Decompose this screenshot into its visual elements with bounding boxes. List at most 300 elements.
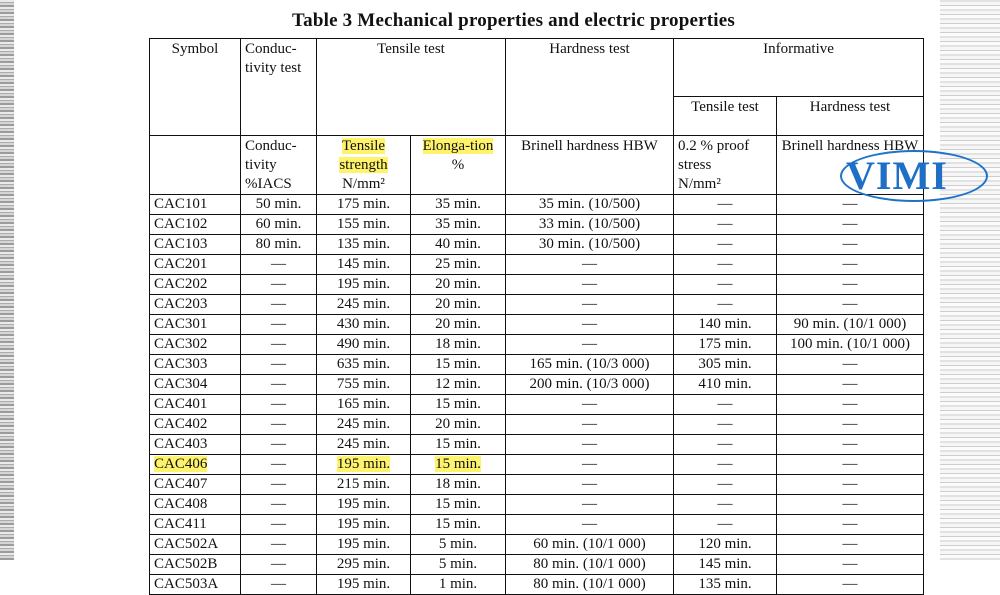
- cell-hardness: [506, 515, 674, 535]
- table-row: [150, 315, 924, 335]
- cell-symbol: [150, 555, 241, 575]
- cell-hardness: [506, 235, 674, 255]
- table-row: [150, 275, 924, 295]
- cell-proof: [674, 495, 777, 515]
- cell-elongation: [411, 415, 506, 435]
- cell-proof-text: —: [717, 496, 733, 512]
- cell-hardness: [506, 415, 674, 435]
- header-elongation-unit: %: [451, 157, 465, 173]
- cell-hardness-info-text: —: [842, 256, 858, 272]
- cell-hardness-info: [777, 255, 924, 275]
- cell-tensile: [317, 495, 411, 515]
- table-row: [150, 495, 924, 515]
- cell-hardness-text: —: [582, 396, 597, 412]
- table-row: [150, 215, 924, 235]
- cell-elongation: [411, 495, 506, 515]
- cell-conductivity: [241, 375, 317, 395]
- cell-elongation: [411, 335, 506, 355]
- cell-hardness: [506, 535, 674, 555]
- cell-proof-text: —: [717, 276, 733, 292]
- cell-hardness-info-text: —: [842, 516, 858, 532]
- cell-proof: [674, 555, 777, 575]
- cell-proof-text: —: [717, 516, 733, 532]
- cell-hardness: [506, 555, 674, 575]
- cell-hardness-info: [777, 275, 924, 295]
- cell-symbol: [150, 215, 241, 235]
- cell-hardness-info: [777, 555, 924, 575]
- header-informative-tensile: Tensile test: [674, 97, 777, 136]
- cell-hardness-text: —: [582, 416, 597, 432]
- cell-hardness-info: [777, 435, 924, 455]
- cell-tensile: [317, 575, 411, 595]
- cell-hardness-info-text: —: [842, 376, 858, 392]
- table-row: [150, 235, 924, 255]
- cell-hardness: [506, 475, 674, 495]
- cell-elongation-text: 20 min.: [435, 276, 481, 292]
- cell-conductivity: [241, 515, 317, 535]
- cell-proof-text: —: [717, 396, 733, 412]
- cell-conductivity-text: —: [271, 436, 286, 452]
- cell-hardness: [506, 275, 674, 295]
- cell-tensile-text: 145 min.: [336, 256, 391, 272]
- cell-symbol: [150, 455, 241, 475]
- header-brinell: Brinell hardness HBW: [506, 136, 674, 195]
- cell-tensile: [317, 415, 411, 435]
- table-row: [150, 515, 924, 535]
- cell-hardness-info: [777, 335, 924, 355]
- cell-tensile: [317, 295, 411, 315]
- vimi-stamp: VIMI: [846, 153, 948, 198]
- cell-symbol-text: CAC403: [154, 436, 208, 452]
- cell-tensile: [317, 255, 411, 275]
- cell-symbol-text: CAC203: [154, 296, 208, 312]
- cell-elongation-text: 1 min.: [438, 576, 478, 592]
- cell-conductivity-text: —: [271, 376, 286, 392]
- table-row: [150, 195, 924, 215]
- cell-tensile-text: 175 min.: [336, 196, 391, 212]
- cell-elongation: [411, 195, 506, 215]
- cell-conductivity: [241, 355, 317, 375]
- cell-conductivity-text: —: [271, 336, 286, 352]
- table-row: [150, 575, 924, 595]
- cell-conductivity-text: 80 min.: [255, 236, 302, 252]
- cell-proof: [674, 255, 777, 275]
- header-tensile-test: Tensile test: [317, 39, 506, 136]
- cell-symbol: [150, 295, 241, 315]
- cell-hardness-text: —: [582, 276, 597, 292]
- cell-elongation-text: 15 min.: [435, 516, 481, 532]
- cell-symbol-text: CAC407: [154, 476, 208, 492]
- scan-edge-left: [0, 0, 14, 560]
- cell-elongation: [411, 355, 506, 375]
- cell-conductivity: [241, 315, 317, 335]
- cell-tensile: [317, 555, 411, 575]
- cell-elongation-text: 15 min.: [435, 356, 481, 372]
- cell-hardness-info: [777, 535, 924, 555]
- table-row: [150, 555, 924, 575]
- cell-proof-text: 410 min.: [698, 376, 752, 392]
- cell-hardness-info-text: 100 min. (10/1 000): [790, 336, 910, 352]
- cell-conductivity: [241, 455, 317, 475]
- table-row: [150, 295, 924, 315]
- cell-hardness-info-text: —: [842, 456, 858, 472]
- cell-proof-text: 145 min.: [698, 556, 752, 572]
- header-symbol-blank: [150, 136, 241, 195]
- cell-proof: [674, 295, 777, 315]
- header-proof-stress-label: 0.2 % proof stress: [678, 138, 750, 173]
- cell-proof-text: —: [717, 416, 733, 432]
- cell-conductivity: [241, 395, 317, 415]
- cell-elongation-text: 15 min.: [435, 456, 481, 472]
- cell-hardness-info: [777, 515, 924, 535]
- cell-proof: [674, 535, 777, 555]
- cell-tensile-text: 295 min.: [336, 556, 391, 572]
- cell-elongation: [411, 555, 506, 575]
- cell-hardness: [506, 295, 674, 315]
- cell-hardness-info-text: —: [842, 236, 858, 252]
- cell-hardness: [506, 435, 674, 455]
- cell-proof: [674, 515, 777, 535]
- cell-elongation: [411, 255, 506, 275]
- cell-hardness-info-text: —: [842, 216, 858, 232]
- cell-symbol: [150, 195, 241, 215]
- cell-tensile-text: 490 min.: [336, 336, 391, 352]
- table-title: Table 3 Mechanical properties and electric properties: [292, 10, 735, 31]
- cell-hardness: [506, 455, 674, 475]
- cell-proof-text: 175 min.: [698, 336, 752, 352]
- cell-hardness-text: —: [582, 476, 597, 492]
- cell-conductivity: [241, 575, 317, 595]
- cell-elongation: [411, 535, 506, 555]
- cell-elongation-text: 12 min.: [435, 376, 481, 392]
- cell-hardness-text: 200 min. (10/3 000): [529, 376, 650, 392]
- cell-hardness: [506, 335, 674, 355]
- cell-tensile-text: 135 min.: [336, 236, 391, 252]
- cell-conductivity-text: —: [271, 416, 286, 432]
- cell-elongation: [411, 275, 506, 295]
- cell-conductivity: [241, 495, 317, 515]
- cell-symbol: [150, 275, 241, 295]
- cell-elongation-text: 20 min.: [435, 416, 481, 432]
- table-row: [150, 375, 924, 395]
- cell-tensile-text: 195 min.: [336, 536, 391, 552]
- cell-elongation: [411, 235, 506, 255]
- header-informative-hardness: Hardness test: [777, 97, 924, 136]
- cell-symbol-text: CAC406: [154, 456, 208, 472]
- cell-hardness-info-text: —: [842, 576, 858, 592]
- cell-proof: [674, 475, 777, 495]
- cell-hardness-info: [777, 415, 924, 435]
- cell-conductivity: [241, 275, 317, 295]
- cell-conductivity: [241, 555, 317, 575]
- cell-proof: [674, 375, 777, 395]
- cell-tensile: [317, 475, 411, 495]
- cell-symbol: [150, 315, 241, 335]
- cell-proof-text: 140 min.: [698, 316, 752, 332]
- cell-hardness-info-text: —: [842, 356, 858, 372]
- cell-symbol-text: CAC102: [154, 216, 208, 232]
- cell-tensile: [317, 535, 411, 555]
- cell-conductivity: [241, 415, 317, 435]
- cell-conductivity-text: —: [271, 456, 286, 472]
- cell-elongation-text: 35 min.: [435, 216, 481, 232]
- cell-hardness-info: [777, 215, 924, 235]
- scan-edge-right: [940, 0, 1000, 560]
- cell-hardness-info: [777, 355, 924, 375]
- cell-hardness-info: [777, 235, 924, 255]
- cell-hardness-info-text: —: [842, 436, 858, 452]
- cell-tensile-text: 430 min.: [336, 316, 391, 332]
- cell-symbol-text: CAC402: [154, 416, 208, 432]
- cell-symbol: [150, 435, 241, 455]
- table-row: [150, 255, 924, 275]
- cell-hardness-info: [777, 375, 924, 395]
- cell-proof-text: —: [717, 476, 733, 492]
- cell-hardness-text: —: [582, 456, 597, 472]
- cell-hardness-info-text: —: [842, 296, 858, 312]
- cell-conductivity: [241, 295, 317, 315]
- cell-proof-text: 120 min.: [698, 536, 752, 552]
- cell-hardness-info: [777, 315, 924, 335]
- cell-proof-text: —: [717, 216, 733, 232]
- cell-conductivity-text: —: [271, 576, 286, 592]
- cell-tensile: [317, 215, 411, 235]
- cell-elongation: [411, 455, 506, 475]
- cell-proof-text: —: [717, 256, 733, 272]
- cell-conductivity: [241, 215, 317, 235]
- cell-conductivity: [241, 335, 317, 355]
- cell-conductivity-text: —: [271, 476, 286, 492]
- cell-tensile: [317, 195, 411, 215]
- cell-hardness: [506, 395, 674, 415]
- header-tensile-strength: [317, 136, 411, 195]
- cell-tensile-text: 195 min.: [336, 276, 391, 292]
- cell-conductivity: [241, 195, 317, 215]
- header-conductivity-test: [241, 39, 317, 136]
- header-elongation: [411, 136, 506, 195]
- cell-symbol-text: CAC101: [154, 196, 208, 212]
- cell-hardness-text: 60 min. (10/1 000): [533, 536, 646, 552]
- cell-hardness-text: —: [582, 336, 597, 352]
- cell-tensile-text: 755 min.: [336, 376, 391, 392]
- cell-elongation: [411, 315, 506, 335]
- cell-hardness-info: [777, 455, 924, 475]
- properties-table: [149, 38, 924, 595]
- cell-hardness-info: [777, 395, 924, 415]
- cell-symbol-text: CAC302: [154, 336, 208, 352]
- cell-hardness-text: —: [582, 316, 597, 332]
- cell-hardness: [506, 215, 674, 235]
- cell-conductivity-text: —: [271, 316, 286, 332]
- cell-conductivity: [241, 535, 317, 555]
- cell-elongation: [411, 435, 506, 455]
- cell-tensile-text: 195 min.: [336, 456, 391, 472]
- cell-symbol: [150, 235, 241, 255]
- cell-elongation: [411, 215, 506, 235]
- cell-hardness: [506, 255, 674, 275]
- cell-elongation-text: 18 min.: [435, 336, 481, 352]
- cell-tensile-text: 195 min.: [336, 516, 391, 532]
- cell-conductivity-text: —: [271, 296, 286, 312]
- cell-elongation-text: 40 min.: [435, 236, 481, 252]
- cell-symbol: [150, 575, 241, 595]
- header-conductivity-test-label: Conduc-tivity test: [245, 41, 302, 76]
- cell-symbol: [150, 395, 241, 415]
- cell-proof: [674, 215, 777, 235]
- cell-symbol-text: CAC303: [154, 356, 208, 372]
- cell-elongation-text: 5 min.: [438, 556, 478, 572]
- cell-elongation-text: 15 min.: [435, 396, 481, 412]
- cell-tensile: [317, 355, 411, 375]
- cell-hardness-text: —: [582, 436, 597, 452]
- cell-elongation: [411, 475, 506, 495]
- cell-tensile-text: 195 min.: [336, 576, 391, 592]
- cell-symbol-text: CAC202: [154, 276, 208, 292]
- table-row: [150, 335, 924, 355]
- header-conductivity-unit: Conduc-tivity %IACS: [241, 136, 317, 195]
- header-proof-stress: [674, 136, 777, 195]
- cell-elongation: [411, 575, 506, 595]
- cell-hardness-info-text: —: [842, 396, 858, 412]
- cell-hardness: [506, 575, 674, 595]
- cell-hardness-text: 80 min. (10/1 000): [533, 556, 646, 572]
- cell-elongation-text: 20 min.: [435, 316, 481, 332]
- header-tensile-strength-unit: N/mm²: [342, 176, 385, 192]
- cell-proof: [674, 395, 777, 415]
- cell-symbol-text: CAC201: [154, 256, 208, 272]
- cell-hardness-info-text: —: [842, 276, 858, 292]
- cell-tensile-text: 635 min.: [336, 356, 391, 372]
- header-proof-stress-unit: N/mm²: [678, 176, 721, 192]
- cell-conductivity-text: —: [271, 356, 286, 372]
- cell-proof: [674, 315, 777, 335]
- cell-symbol-text: CAC103: [154, 236, 208, 252]
- cell-symbol-text: CAC304: [154, 376, 208, 392]
- header-elongation-label: Elonga-tion: [422, 138, 494, 154]
- cell-tensile-text: 215 min.: [336, 476, 391, 492]
- cell-elongation-text: 20 min.: [435, 296, 481, 312]
- cell-conductivity-text: 60 min.: [255, 216, 302, 232]
- cell-hardness-info-text: —: [842, 496, 858, 512]
- header-brinell-info: Brinell hardness HBW: [777, 136, 924, 195]
- cell-hardness-info-text: —: [842, 416, 858, 432]
- cell-tensile: [317, 395, 411, 415]
- table-row: [150, 475, 924, 495]
- cell-tensile: [317, 455, 411, 475]
- cell-hardness-text: —: [582, 516, 597, 532]
- cell-conductivity: [241, 435, 317, 455]
- cell-symbol-text: CAC411: [154, 516, 207, 532]
- table-row: [150, 535, 924, 555]
- cell-hardness-info: [777, 295, 924, 315]
- cell-hardness-text: —: [582, 296, 597, 312]
- cell-symbol: [150, 335, 241, 355]
- cell-conductivity: [241, 255, 317, 275]
- cell-elongation-text: 25 min.: [435, 256, 481, 272]
- cell-hardness: [506, 375, 674, 395]
- cell-hardness-text: 80 min. (10/1 000): [533, 576, 646, 592]
- cell-hardness-text: —: [582, 256, 597, 272]
- cell-symbol-text: CAC502B: [154, 556, 218, 572]
- cell-proof-text: 135 min.: [698, 576, 752, 592]
- cell-hardness-text: 165 min. (10/3 000): [529, 356, 650, 372]
- cell-conductivity-text: —: [271, 396, 286, 412]
- cell-proof-text: —: [717, 196, 733, 212]
- table-row: [150, 435, 924, 455]
- cell-elongation: [411, 295, 506, 315]
- cell-conductivity: [241, 475, 317, 495]
- cell-conductivity-text: —: [271, 256, 286, 272]
- cell-hardness-text: 35 min. (10/500): [538, 196, 641, 212]
- cell-symbol: [150, 495, 241, 515]
- cell-elongation: [411, 375, 506, 395]
- cell-conductivity-text: —: [271, 496, 286, 512]
- cell-hardness-info-text: —: [842, 536, 858, 552]
- cell-symbol: [150, 515, 241, 535]
- cell-hardness-info: [777, 495, 924, 515]
- cell-symbol: [150, 535, 241, 555]
- cell-symbol: [150, 255, 241, 275]
- cell-proof: [674, 275, 777, 295]
- cell-symbol-text: CAC401: [154, 396, 208, 412]
- cell-proof-text: 305 min.: [698, 356, 752, 372]
- header-tensile-strength-label: Tensile strength: [339, 138, 388, 173]
- cell-hardness: [506, 195, 674, 215]
- cell-proof-text: —: [717, 456, 733, 472]
- cell-elongation: [411, 515, 506, 535]
- cell-tensile: [317, 435, 411, 455]
- cell-proof: [674, 235, 777, 255]
- cell-hardness-info-text: 90 min. (10/1 000): [793, 316, 907, 332]
- cell-proof-text: —: [717, 236, 733, 252]
- cell-symbol: [150, 475, 241, 495]
- cell-tensile: [317, 275, 411, 295]
- cell-symbol: [150, 355, 241, 375]
- cell-proof-text: —: [717, 296, 733, 312]
- cell-tensile: [317, 335, 411, 355]
- cell-proof: [674, 435, 777, 455]
- cell-tensile-text: 195 min.: [336, 496, 391, 512]
- table-body: [150, 195, 924, 595]
- cell-hardness: [506, 315, 674, 335]
- header-hardness-test: Hardness test: [506, 39, 674, 136]
- cell-tensile-text: 155 min.: [336, 216, 391, 232]
- cell-proof: [674, 335, 777, 355]
- cell-tensile: [317, 315, 411, 335]
- table-row: [150, 355, 924, 375]
- cell-conductivity: [241, 235, 317, 255]
- cell-proof: [674, 415, 777, 435]
- cell-elongation-text: 15 min.: [435, 436, 481, 452]
- cell-tensile-text: 245 min.: [336, 296, 391, 312]
- cell-hardness-info: [777, 575, 924, 595]
- cell-tensile-text: 165 min.: [336, 396, 391, 412]
- cell-proof: [674, 355, 777, 375]
- cell-proof: [674, 455, 777, 475]
- cell-hardness: [506, 355, 674, 375]
- header-informative: Informative: [674, 39, 924, 97]
- cell-proof-text: —: [717, 436, 733, 452]
- cell-hardness-info-text: —: [842, 556, 858, 572]
- cell-tensile-text: 245 min.: [336, 436, 391, 452]
- cell-hardness: [506, 495, 674, 515]
- header-symbol: Symbol: [150, 39, 241, 136]
- cell-hardness-text: 30 min. (10/500): [538, 236, 641, 252]
- cell-conductivity-text: —: [271, 556, 286, 572]
- table-row: [150, 415, 924, 435]
- cell-tensile: [317, 235, 411, 255]
- cell-conductivity-text: —: [271, 536, 286, 552]
